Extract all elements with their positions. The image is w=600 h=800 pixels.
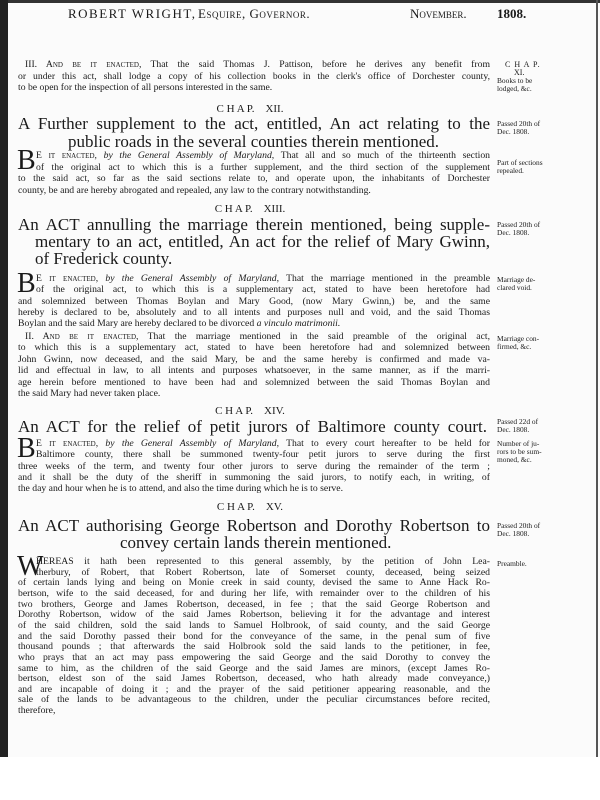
line-text: or under this act, shall lodge a copy of his collection books in the clerk's office of Dorchester county, (18, 70, 490, 82)
line-text: of certain lands lying and being on Monie creek in said county, devised the same to Anne Hack Ro- (18, 577, 490, 589)
paragraph-line (25, 59, 490, 70)
margin-note: lodged, &c. (497, 84, 532, 93)
paragraph-line (18, 318, 490, 329)
act-title-line: An ACT annulling the marriage therein mentioned, being supple- (18, 215, 490, 234)
chapter-label: C H A P. XV. (216, 501, 284, 513)
enacting-authority: by the General Assembly of Maryland, (105, 438, 280, 449)
line-text: to which this is a supplementary act, stated to have been heretofore had and solemnized between (18, 342, 490, 354)
margin-note: Dec. 1808. (497, 529, 530, 538)
paragraph-line (18, 342, 490, 353)
line-text: That to every court hereafter to be held for (286, 438, 490, 449)
paragraph-line (36, 162, 490, 173)
paragraph-line (18, 684, 490, 695)
act-title-line: of Frederick county. (35, 249, 173, 268)
paragraph-line (18, 185, 490, 196)
drop-cap: B (17, 268, 36, 299)
margin-note: Dec. 1808. (497, 425, 530, 434)
line-text: of the said children, sold the said lands to Samuel Holbrook, of said county, and the said George (18, 619, 490, 631)
paragraph-line (18, 365, 490, 376)
margin-note: rors to be sum- (497, 447, 542, 456)
running-header (0, 6, 600, 24)
paragraph-line (18, 609, 490, 620)
line-text: John Gwinn, now deceased, and the said Mary, be and the same hereby is confirmed and made va- (18, 353, 490, 365)
line-text: That all and so much of the thirteenth section (280, 150, 491, 161)
paragraph-line (18, 472, 490, 483)
paragraph-line (18, 599, 490, 610)
drop-cap: B (17, 145, 36, 176)
enacting-authority: by the General Assembly of Maryland, (105, 273, 280, 284)
enacting-clause: II. And be it enacted, (25, 331, 139, 342)
header-governor-title: Esquire, Governor. (198, 6, 311, 21)
paragraph-line (18, 588, 490, 599)
line-text: three weeks of the term, and twenty four other jurors to serve during the remainder of the term ; (18, 460, 490, 472)
margin-note: Books to be (497, 76, 533, 85)
page-edge-right (596, 0, 598, 757)
margin-note: clared void. (497, 283, 532, 292)
paragraph-line (36, 150, 490, 161)
paragraph-line (18, 673, 490, 684)
line-text: therefore, (18, 705, 56, 717)
margin-chap-number: XI. (514, 68, 525, 77)
line-text: the said Mary had never taken place. (18, 388, 161, 399)
line-text: county, be and are hereby abrogated and repealed, any law to the contrary notwithstanding. (18, 185, 371, 197)
enacting-clause: E it enacted, (36, 273, 99, 284)
line-text: two brothers, George and James Robertson, deceased, in fee ; that the said George Robertson and (18, 598, 490, 610)
paragraph-line (36, 284, 490, 295)
paragraph-line (25, 331, 490, 342)
paragraph-line (18, 461, 490, 472)
paragraph-line (18, 620, 490, 631)
paragraph-line (18, 296, 490, 307)
line-text: to be open for the inspection of all persons interested in the same. (18, 82, 273, 93)
margin-note: firmed, &c. (497, 342, 532, 351)
paragraph-line (18, 173, 490, 184)
act-title-line: An ACT for the relief of petit jurors of Baltimore county court. (18, 417, 487, 436)
margin-note: Dec. 1808. (497, 228, 530, 237)
paragraph-line (36, 556, 490, 567)
line-text: bertson, wife to the said deceased, for and during her life, with remainder over to the children of his (18, 587, 490, 599)
act-title-line: An ACT authorising George Robertson and Dorothy Robertson to (18, 516, 490, 535)
header-month: November. (410, 6, 467, 21)
line-text: thousand pounds ; that afterwards the said Holbrook sold the said lands to the petitioner, in fee, (18, 641, 490, 653)
line-text: That the marriage mentioned in the said preamble of the original act, (147, 331, 490, 342)
margin-note: Passed 20th of (497, 119, 541, 128)
header-governor-name: ROBERT WRIGHT, (68, 6, 197, 21)
header-year: 1808. (497, 6, 527, 21)
enacting-clause: E it enacted, (36, 150, 97, 161)
line-text: and the said Dorothy passed their bond for the conveyance of the same, in the penal sum of five (18, 630, 490, 642)
enacting-clause: HEREAS (36, 556, 74, 567)
margin-note: repealed. (497, 166, 524, 175)
margin-note: Passed 20th of (497, 521, 541, 530)
paragraph-line (36, 273, 490, 284)
paragraph-line (18, 483, 490, 494)
paragraph-line (18, 71, 490, 82)
line-text: sale of the lands to be advantageous to the children, under the peculiar circumstances before recited, (18, 694, 490, 706)
line-text: and are incapable of doing it ; and the prayer of the said petitioner appearing reasonable, and the (18, 683, 490, 695)
margin-note: Marriage con- (497, 334, 540, 343)
line-text: bertson, eldest son of the said James Robertson, deceased, who hath already made conveyance,) (18, 673, 490, 685)
line-text: Baltimore county, there shall be summoned twenty-four petit jurors to serve during the first (36, 449, 490, 461)
drop-cap: B (17, 433, 36, 464)
chapter-label: C H A P. XIII. (214, 203, 286, 215)
paragraph-line (36, 567, 490, 578)
line-text: and it shall be the duty of the sheriff in summoning the said jurors, to notify each, in writing, of (18, 471, 490, 483)
enacting-authority: by the General Assembly of Maryland, (103, 150, 275, 161)
act-title-line: public roads in the several counties therein mentioned. (68, 132, 440, 151)
line-text: hereby is declared to be, absolutely and to all intents and purposes null and void, and the said Thomas (18, 306, 490, 318)
enacting-clause: E it enacted, (36, 438, 99, 449)
line-text: it hath been represented to this general assembly, by the petition of John Lea- (84, 556, 491, 567)
line-text: the day and hour when he is to attend, and also the time during which he is to serve. (18, 483, 343, 495)
paragraph-line (18, 641, 490, 652)
margin-note: Passed 22d of (497, 417, 539, 426)
line-text: same to him, as the children of the said George and the said James are minors, (except James Ro- (18, 662, 490, 674)
chapter-label: C H A P. XII. (216, 103, 284, 115)
line-text: therbury, of Robert, that Robert Robertson, late of Somerset county, deceased, being seized (36, 566, 490, 578)
paragraph-line (18, 377, 490, 388)
act-title-line: mentary to an act, entitled, An act for the relief of Mary Gwinn, (35, 232, 490, 251)
paragraph-line (18, 652, 490, 663)
margin-chap-label: C H A P. (505, 60, 541, 69)
line-text: That the said Thomas J. Pattison, before he derives any benefit from (150, 59, 491, 70)
paragraph-line (18, 663, 490, 674)
line-text: age herein before mentioned to have been had and solemnized between the said Thomas Boylan and (18, 376, 490, 388)
paragraph-line (18, 354, 490, 365)
paragraph-line (36, 438, 490, 449)
margin-note: Part of sections (497, 158, 543, 167)
latin-phrase: a vinculo matrimonii. (256, 318, 341, 330)
enacting-clause: III. And be it enacted, (25, 59, 142, 70)
paragraph-line (18, 631, 490, 642)
page-edge-top (0, 0, 600, 3)
line-text: who prays that an act may pass empowering the said George and the said Dorothy to convey the (18, 651, 490, 663)
paragraph-line (36, 449, 490, 460)
margin-note: moned, &c. (497, 455, 532, 464)
drop-cap: W (17, 551, 44, 582)
line-text: Dorothy Robertson, widow of the said James Robertson, believing it for the advantage and interest (18, 609, 490, 621)
act-title-line: convey certain lands therein mentioned. (120, 533, 392, 552)
margin-note: Passed 20th of (497, 220, 541, 229)
paragraph-line (18, 82, 490, 93)
line-text: That the marriage mentioned in the preamble (286, 273, 491, 284)
line-text: and solemnized between Thomas Boylan and Mary Good, (now Mary Gwinn,) be, and the same (18, 295, 490, 307)
line-text: of the original act, to which this is a supplementary act, stated to have been heretofore had (36, 284, 490, 296)
paragraph-line (18, 694, 490, 705)
paragraph-line (18, 307, 490, 318)
paragraph-line (18, 577, 490, 588)
line-text: Boylan and the said Mary are hereby declared to be divorced (18, 318, 255, 330)
line-text: to the said act, so far as the said sections relate to, and operate upon, the inhabitants of Dorchester (18, 173, 490, 185)
margin-note: Preamble. (497, 559, 527, 568)
line-text: of the original act to which this is a further supplement, and the third section of the supplement (36, 161, 490, 173)
margin-note: Marriage de- (497, 275, 536, 284)
chapter-label: C H A P. XIV. (215, 405, 285, 417)
act-title-line: A Further supplement to the act, entitled, An act relating to the (18, 114, 490, 133)
line-text: lid and effectual in law, to all intents and purposes whatsoever, in the same manner, as if the marri- (18, 365, 490, 377)
paragraph-line (18, 388, 490, 399)
paragraph-line (18, 705, 490, 716)
margin-note: Dec. 1808. (497, 127, 530, 136)
margin-note: Number of ju- (497, 439, 540, 448)
